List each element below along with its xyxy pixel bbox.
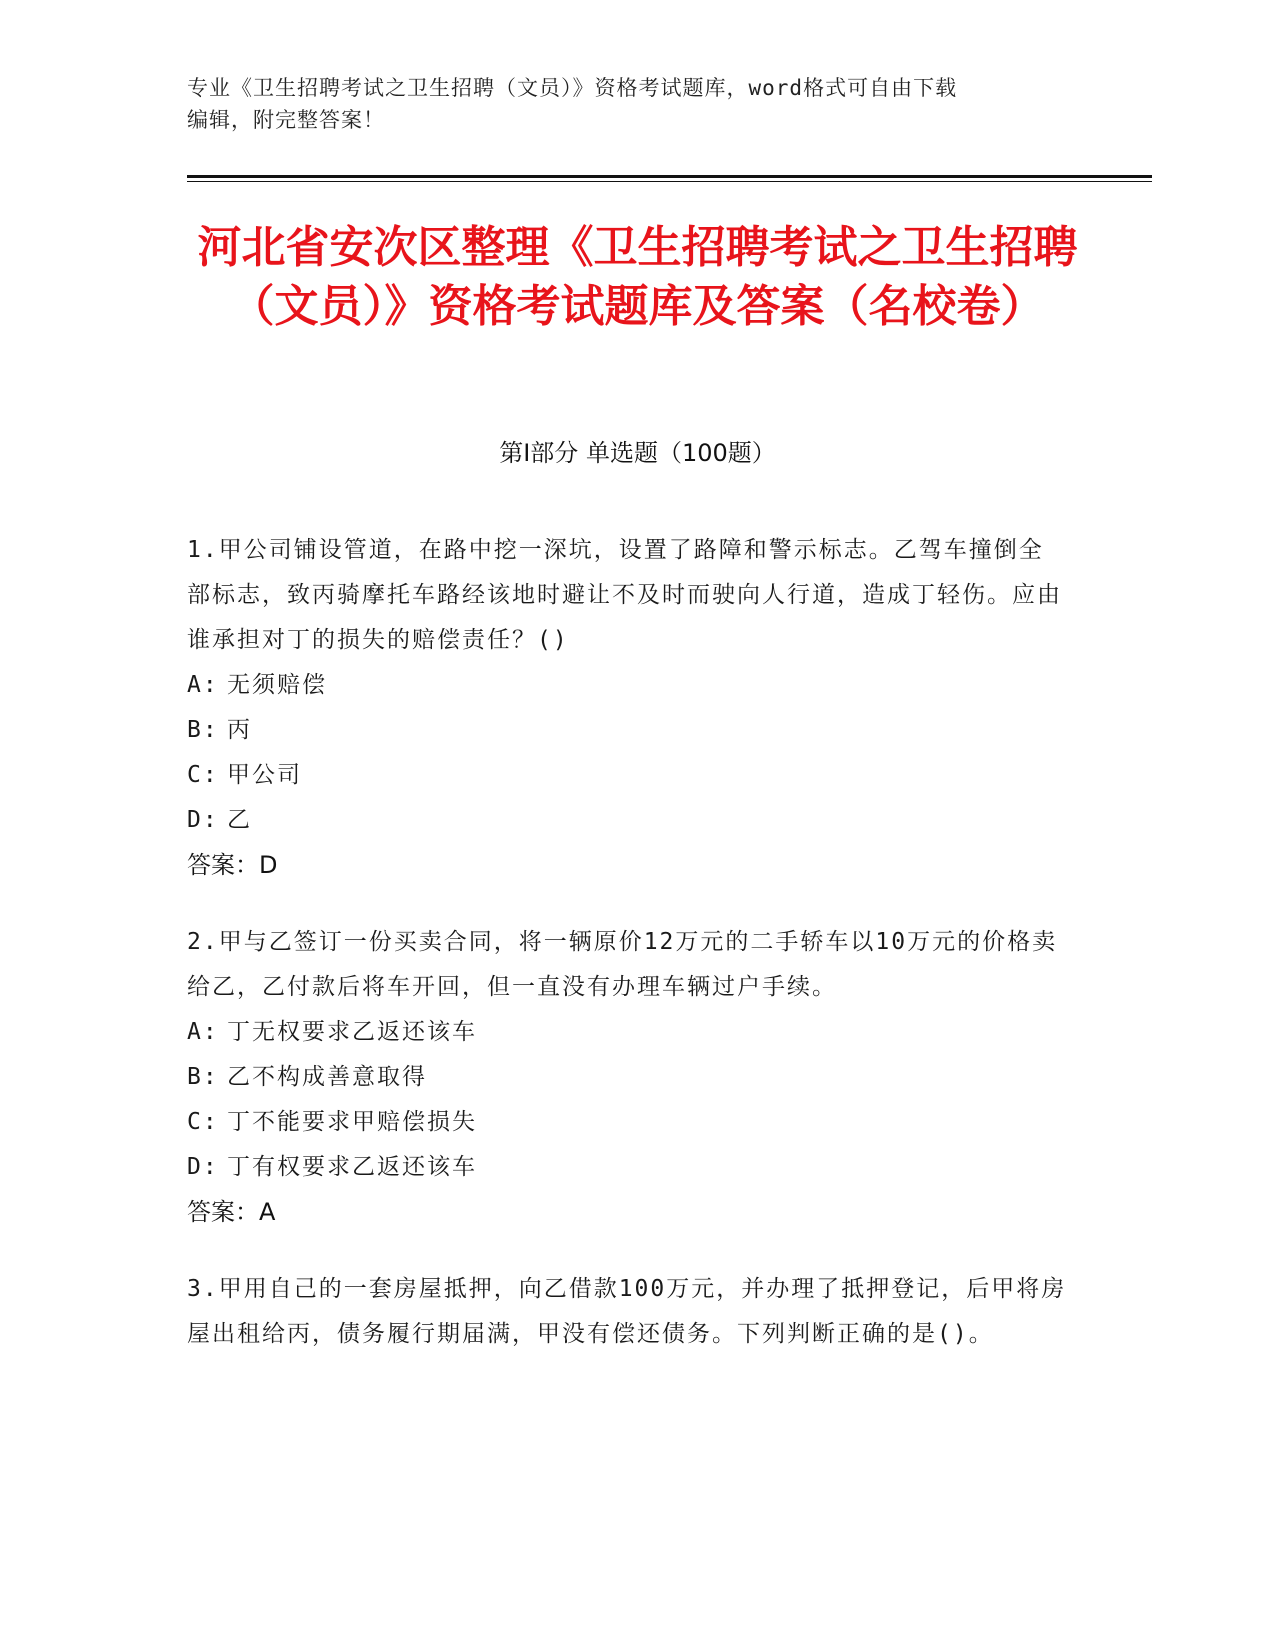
option-key: A: [187, 672, 219, 698]
option-text: 丁不能要求甲赔偿损失 [227, 1109, 477, 1135]
option-d [187, 798, 1067, 843]
section-heading: 第I部分 单选题（100题） [499, 439, 776, 467]
question-stem: 1.甲公司铺设管道，在路中挖一深坑，设置了路障和警示标志。乙驾车撞倒全部标志，致丙骑摩托车路经该地时避让不及时而驶向人行道，造成丁轻伤。应由谁承担对丁的损失的赔偿责任？() [187, 537, 1062, 653]
question-stem: 3.甲用自己的一套房屋抵押，向乙借款100万元，并办理了抵押登记，后甲将房屋出租给丙，债务履行期届满，甲没有偿还债务。下列判断正确的是()。 [187, 1276, 1067, 1347]
header-note-line-2: 编辑，附完整答案！ [187, 108, 385, 132]
question-1 [187, 528, 1067, 888]
option-text: 乙不构成善意取得 [227, 1064, 427, 1090]
option-a [187, 1010, 1067, 1055]
option-a [187, 663, 1067, 708]
option-text: 丙 [227, 717, 252, 743]
option-key: D: [187, 1154, 219, 1180]
header-note [187, 72, 1067, 136]
option-c [187, 1100, 1067, 1145]
question-stem: 2.甲与乙签订一份买卖合同，将一辆原价12万元的二手轿车以10万元的价格卖给乙，乙付款后将车开回，但一直没有办理车辆过户手续。 [187, 929, 1058, 1000]
option-d [187, 1145, 1067, 1190]
answer-line: 答案：A [187, 1198, 276, 1226]
option-key: C: [187, 1109, 219, 1135]
question-3 [187, 1267, 1067, 1357]
option-text: 丁无权要求乙返还该车 [227, 1019, 477, 1045]
question-2 [187, 920, 1067, 1235]
option-key: B: [187, 717, 219, 743]
header-note-line-1: 专业《卫生招聘考试之卫生招聘（文员）》资格考试题库，word格式可自由下载 [187, 76, 958, 100]
option-key: B: [187, 1064, 219, 1090]
option-text: 无须赔偿 [227, 672, 327, 698]
option-b [187, 708, 1067, 753]
option-key: D: [187, 807, 219, 833]
option-text: 乙 [227, 807, 252, 833]
option-text: 丁有权要求乙返还该车 [227, 1154, 477, 1180]
option-c [187, 753, 1067, 798]
option-key: A: [187, 1019, 219, 1045]
header-rule-thick [187, 175, 1152, 178]
question-list [187, 528, 1067, 1389]
option-text: 甲公司 [227, 762, 302, 788]
document-title: 河北省安次区整理《卫生招聘考试之卫生招聘（文员）》资格考试题库及答案（名校卷） [197, 222, 1078, 332]
option-b [187, 1055, 1067, 1100]
header-rule-thin [187, 181, 1152, 182]
answer-line: 答案：D [187, 851, 278, 879]
option-key: C: [187, 762, 219, 788]
